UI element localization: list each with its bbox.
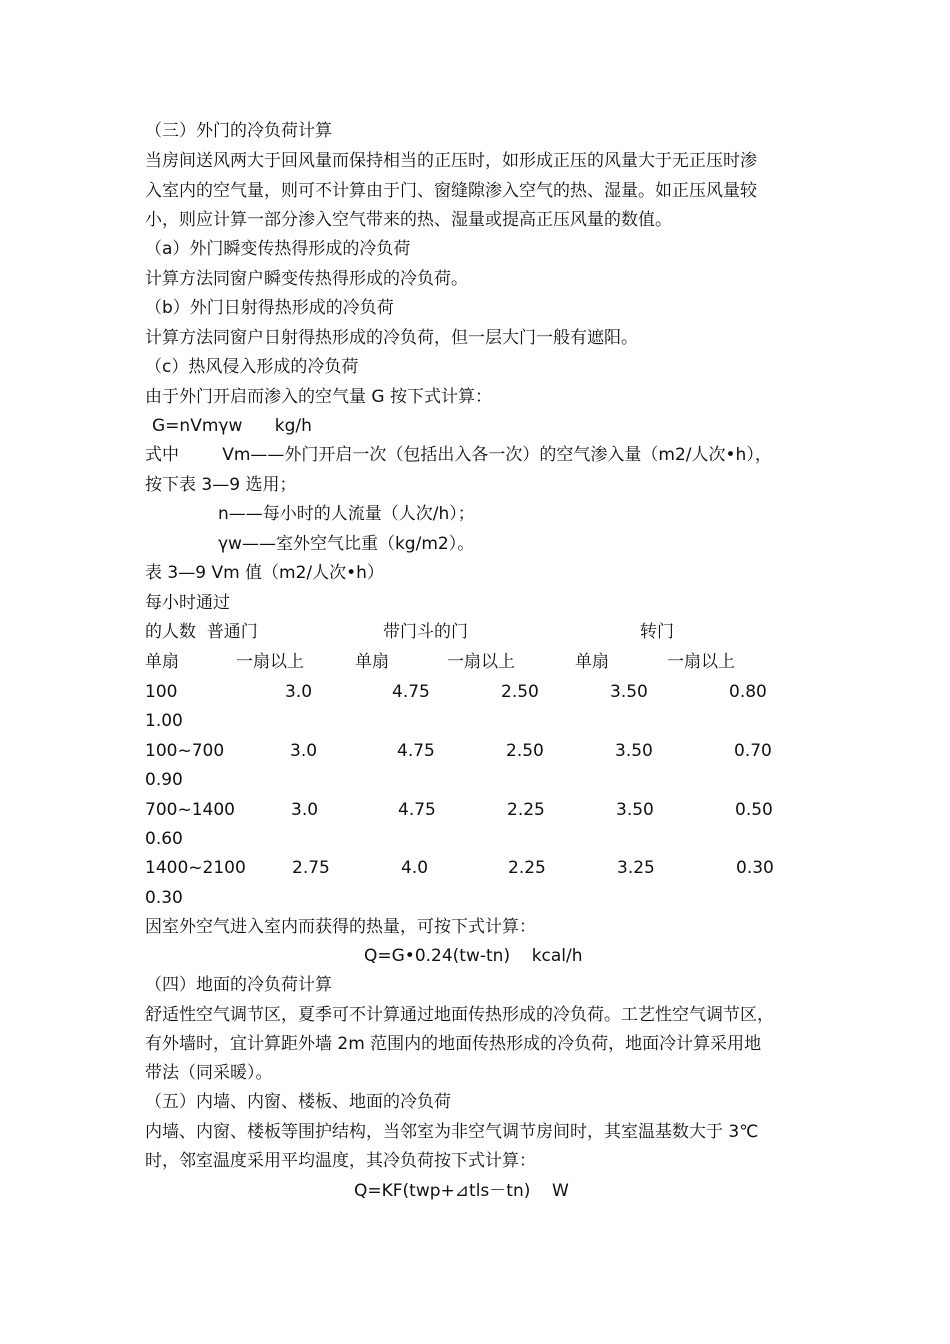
table-cell-value: 2.25 bbox=[507, 800, 545, 820]
table-header-revolving-door: 转门 bbox=[640, 622, 674, 642]
table-cell-value: 2.25 bbox=[508, 858, 546, 878]
table-cell-people: 1400~2100 bbox=[145, 858, 246, 878]
subsection-text-c: 由于外门开启而渗入的空气量 G 按下式计算： bbox=[145, 387, 492, 407]
where-line: 式中 Vm——外门开启一次（包括出入各一次）的空气渗入量（m2/人次•h）， bbox=[145, 445, 772, 465]
paragraph-line: 小，则应计算一部分渗入空气带来的热、湿量或提高正压风量的数值。 bbox=[145, 210, 672, 230]
table-cell-value: 4.75 bbox=[392, 682, 430, 702]
table-cell-value: 2.50 bbox=[506, 741, 544, 761]
table-header-people: 每小时通过 bbox=[145, 593, 230, 613]
table-header-normal-door: 的人数 普通门 bbox=[145, 622, 258, 642]
table-cell-value: 1.00 bbox=[145, 711, 183, 731]
paragraph-line: 带法（同采暖）。 bbox=[145, 1063, 273, 1083]
paragraph-line: 内墙、内窗、楼板等围护结构，当邻室为非空气调节房间时，其室温基数大于 3℃ bbox=[145, 1122, 759, 1142]
table-cell-value: 3.50 bbox=[610, 682, 648, 702]
paragraph-line: 因室外空气进入室内而获得的热量，可按下式计算： bbox=[145, 917, 536, 937]
section-heading-interior-walls: （五）内墙、内窗、楼板、地面的冷负荷 bbox=[145, 1092, 451, 1112]
table-subheader-multi: 一扇以上 bbox=[236, 652, 304, 672]
where-n-definition: n——每小时的人流量（人次/h）； bbox=[218, 504, 475, 524]
table-subheader-single: 单扇 bbox=[575, 652, 609, 672]
table-cell-value: 0.30 bbox=[736, 858, 774, 878]
paragraph-line: 舒适性空气调节区，夏季可不计算通过地面传热形成的冷负荷。工艺性空气调节区， bbox=[145, 1005, 774, 1025]
formula-interior-cooling-load: Q=KF(twp+⊿tls－tn) W bbox=[354, 1181, 569, 1201]
table-cell-value: 2.50 bbox=[501, 682, 539, 702]
section-heading-floor: （四）地面的冷负荷计算 bbox=[145, 975, 332, 995]
table-cell-value: 0.50 bbox=[735, 800, 773, 820]
subsection-text-b: 计算方法同窗户日射得热形成的冷负荷，但一层大门一般有遮阳。 bbox=[145, 328, 638, 348]
subsection-heading-a: （a）外门瞬变传热得形成的冷负荷 bbox=[145, 239, 411, 259]
paragraph-line: 时，邻室温度采用平均温度，其冷负荷按下式计算： bbox=[145, 1151, 536, 1171]
where-gamma-definition: γw——室外空气比重（kg/m2）。 bbox=[218, 534, 475, 554]
table-cell-value: 0.60 bbox=[145, 829, 183, 849]
table-cell-value: 4.75 bbox=[397, 741, 435, 761]
table-header-vestibule-door: 带门斗的门 bbox=[383, 622, 468, 642]
table-cell-value: 3.50 bbox=[616, 800, 654, 820]
table-cell-value: 3.25 bbox=[617, 858, 655, 878]
table-cell-value: 4.0 bbox=[401, 858, 429, 878]
formula-heat-gain: Q=G•0.24(tw-tn) kcal/h bbox=[364, 946, 583, 966]
subsection-heading-c: （c）热风侵入形成的冷负荷 bbox=[145, 357, 359, 377]
table-subheader-single: 单扇 bbox=[145, 652, 179, 672]
table-cell-people: 100~700 bbox=[145, 741, 225, 761]
table-cell-value: 2.75 bbox=[292, 858, 330, 878]
table-caption: 表 3—9 Vm 值（m2/人次•h） bbox=[145, 563, 384, 583]
subsection-text-a: 计算方法同窗户瞬变传热得形成的冷负荷。 bbox=[145, 269, 468, 289]
table-cell-value: 3.50 bbox=[615, 741, 653, 761]
table-cell-value: 0.90 bbox=[145, 770, 183, 790]
where-line: 按下表 3—9 选用； bbox=[145, 475, 297, 495]
table-cell-value: 4.75 bbox=[398, 800, 436, 820]
table-cell-value: 0.30 bbox=[145, 888, 183, 908]
table-subheader-multi: 一扇以上 bbox=[447, 652, 515, 672]
table-cell-value: 3.0 bbox=[290, 741, 318, 761]
paragraph-line: 入室内的空气量，则可不计算由于门、窗缝隙渗入空气的热、湿量。如正压风量较 bbox=[145, 181, 757, 201]
paragraph-line: 当房间送风两大于回风量而保持相当的正压时，如形成正压的风量大于无正压时渗 bbox=[145, 151, 757, 171]
table-cell-value: 0.80 bbox=[729, 682, 767, 702]
table-subheader-multi: 一扇以上 bbox=[667, 652, 735, 672]
table-subheader-single: 单扇 bbox=[355, 652, 389, 672]
table-cell-people: 100 bbox=[145, 682, 178, 702]
table-cell-value: 3.0 bbox=[291, 800, 319, 820]
table-cell-value: 3.0 bbox=[285, 682, 313, 702]
subsection-heading-b: （b）外门日射得热形成的冷负荷 bbox=[145, 298, 394, 318]
table-cell-people: 700~1400 bbox=[145, 800, 235, 820]
paragraph-line: 有外墙时，宜计算距外墙 2m 范围内的地面传热形成的冷负荷，地面冷计算采用地 bbox=[145, 1034, 762, 1054]
table-cell-value: 0.70 bbox=[734, 741, 772, 761]
formula-air-quantity: G=nVmγw kg/h bbox=[152, 416, 312, 436]
section-heading-outer-door: （三）外门的冷负荷计算 bbox=[145, 121, 332, 141]
